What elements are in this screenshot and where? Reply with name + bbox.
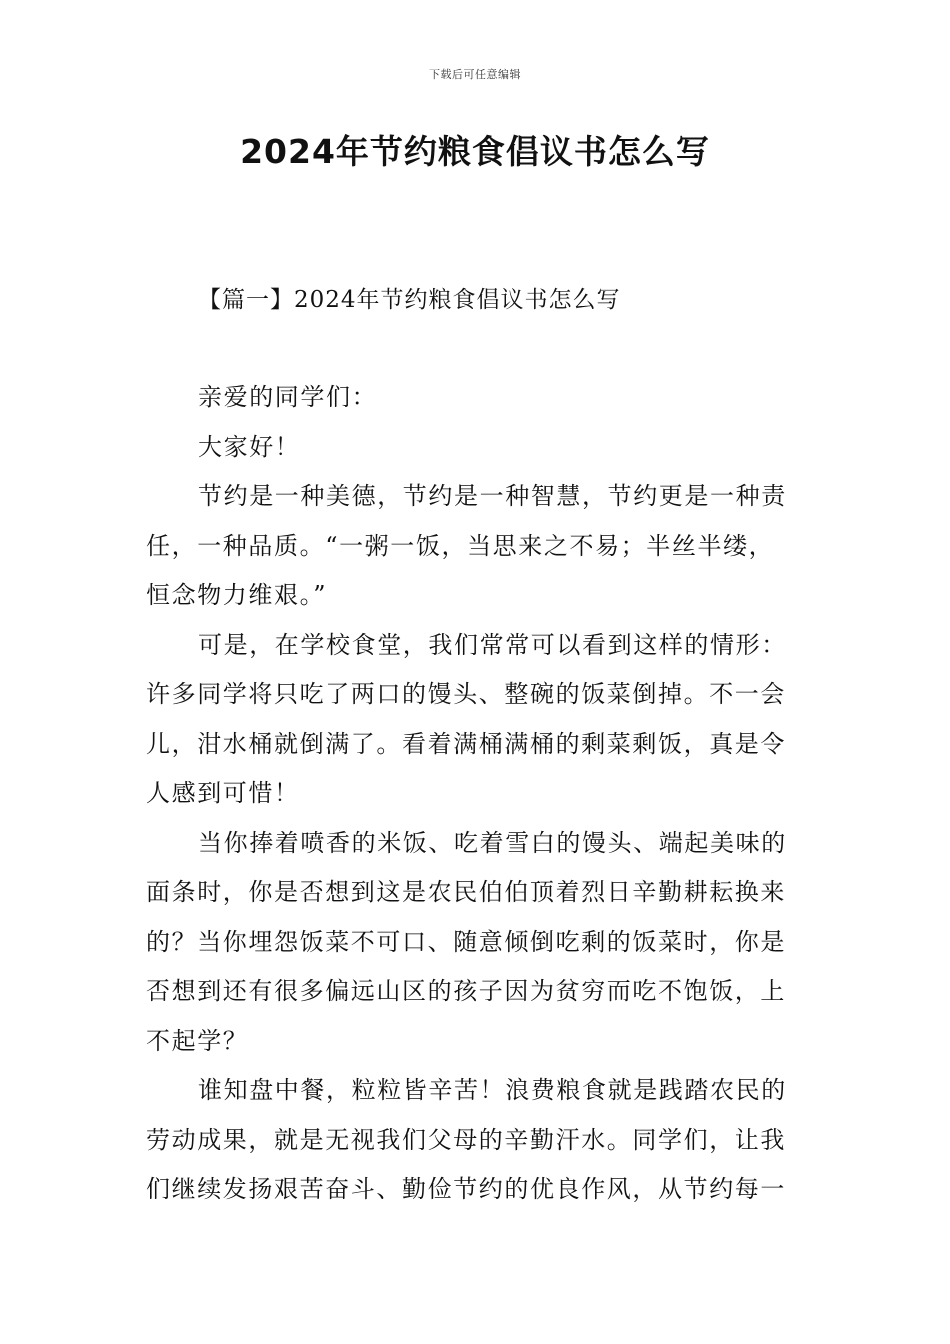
paragraph-line: 否想到还有很多偏远山区的孩子因为贫穷而吃不饱饭，上 — [146, 977, 786, 1005]
paragraph-line: 人感到可惜！ — [146, 779, 300, 807]
paragraph-3 — [146, 819, 810, 1067]
paragraph-line: 可是，在学校食堂，我们常常可以看到这样的情形： — [198, 630, 787, 659]
salutation: 亲爱的同学们： — [198, 383, 378, 411]
paragraph-line: 劳动成果，就是无视我们父母的辛勤汗水。同学们，让我 — [146, 1125, 786, 1154]
paragraph-2 — [146, 621, 810, 819]
paragraph-line: 许多同学将只吃了两口的馒头、整碗的饭菜倒掉。不一会 — [146, 680, 786, 708]
paragraph-line: 们继续发扬艰苦奋斗、勤俭节约的优良作风，从节约每一 — [146, 1175, 786, 1203]
paragraph-line: 当你捧着喷香的米饭、吃着雪白的馒头、端起美味的 — [198, 828, 787, 857]
paragraph-line: 节约是一种美德，节约是一种智慧，节约更是一种责 — [198, 482, 787, 510]
section-heading: 【篇一】2024年节约粮食倡议书怎么写 — [198, 287, 621, 313]
document-body — [146, 373, 810, 1215]
paragraph-line: 面条时，你是否想到这是农民伯伯顶着烈日辛勤耕耘换来 — [146, 878, 786, 906]
paragraph-line: 不起学？ — [146, 1026, 249, 1055]
paragraph-line: 任，一种品质。“一粥一饭，当思来之不易；半丝半缕， — [146, 531, 775, 560]
paragraph-1 — [146, 472, 810, 621]
header-note: 下载后可任意编辑 — [429, 68, 521, 81]
greeting: 大家好！ — [198, 432, 301, 461]
paragraph-line: 儿，泔水桶就倒满了。看着满桶满桶的剩菜剩饭，真是令 — [146, 729, 786, 758]
paragraph-line: 恒念物力维艰。” — [146, 581, 328, 609]
paragraph-line: 的？当你埋怨饭菜不可口、随意倾倒吃剩的饭菜时，你是 — [146, 927, 786, 956]
paragraph-4 — [146, 1066, 810, 1215]
paragraph-line: 谁知盘中餐，粒粒皆辛苦！浪费粮食就是践踏农民的 — [198, 1076, 787, 1104]
document-title: 2024年节约粮食倡议书怎么写 — [240, 132, 710, 171]
